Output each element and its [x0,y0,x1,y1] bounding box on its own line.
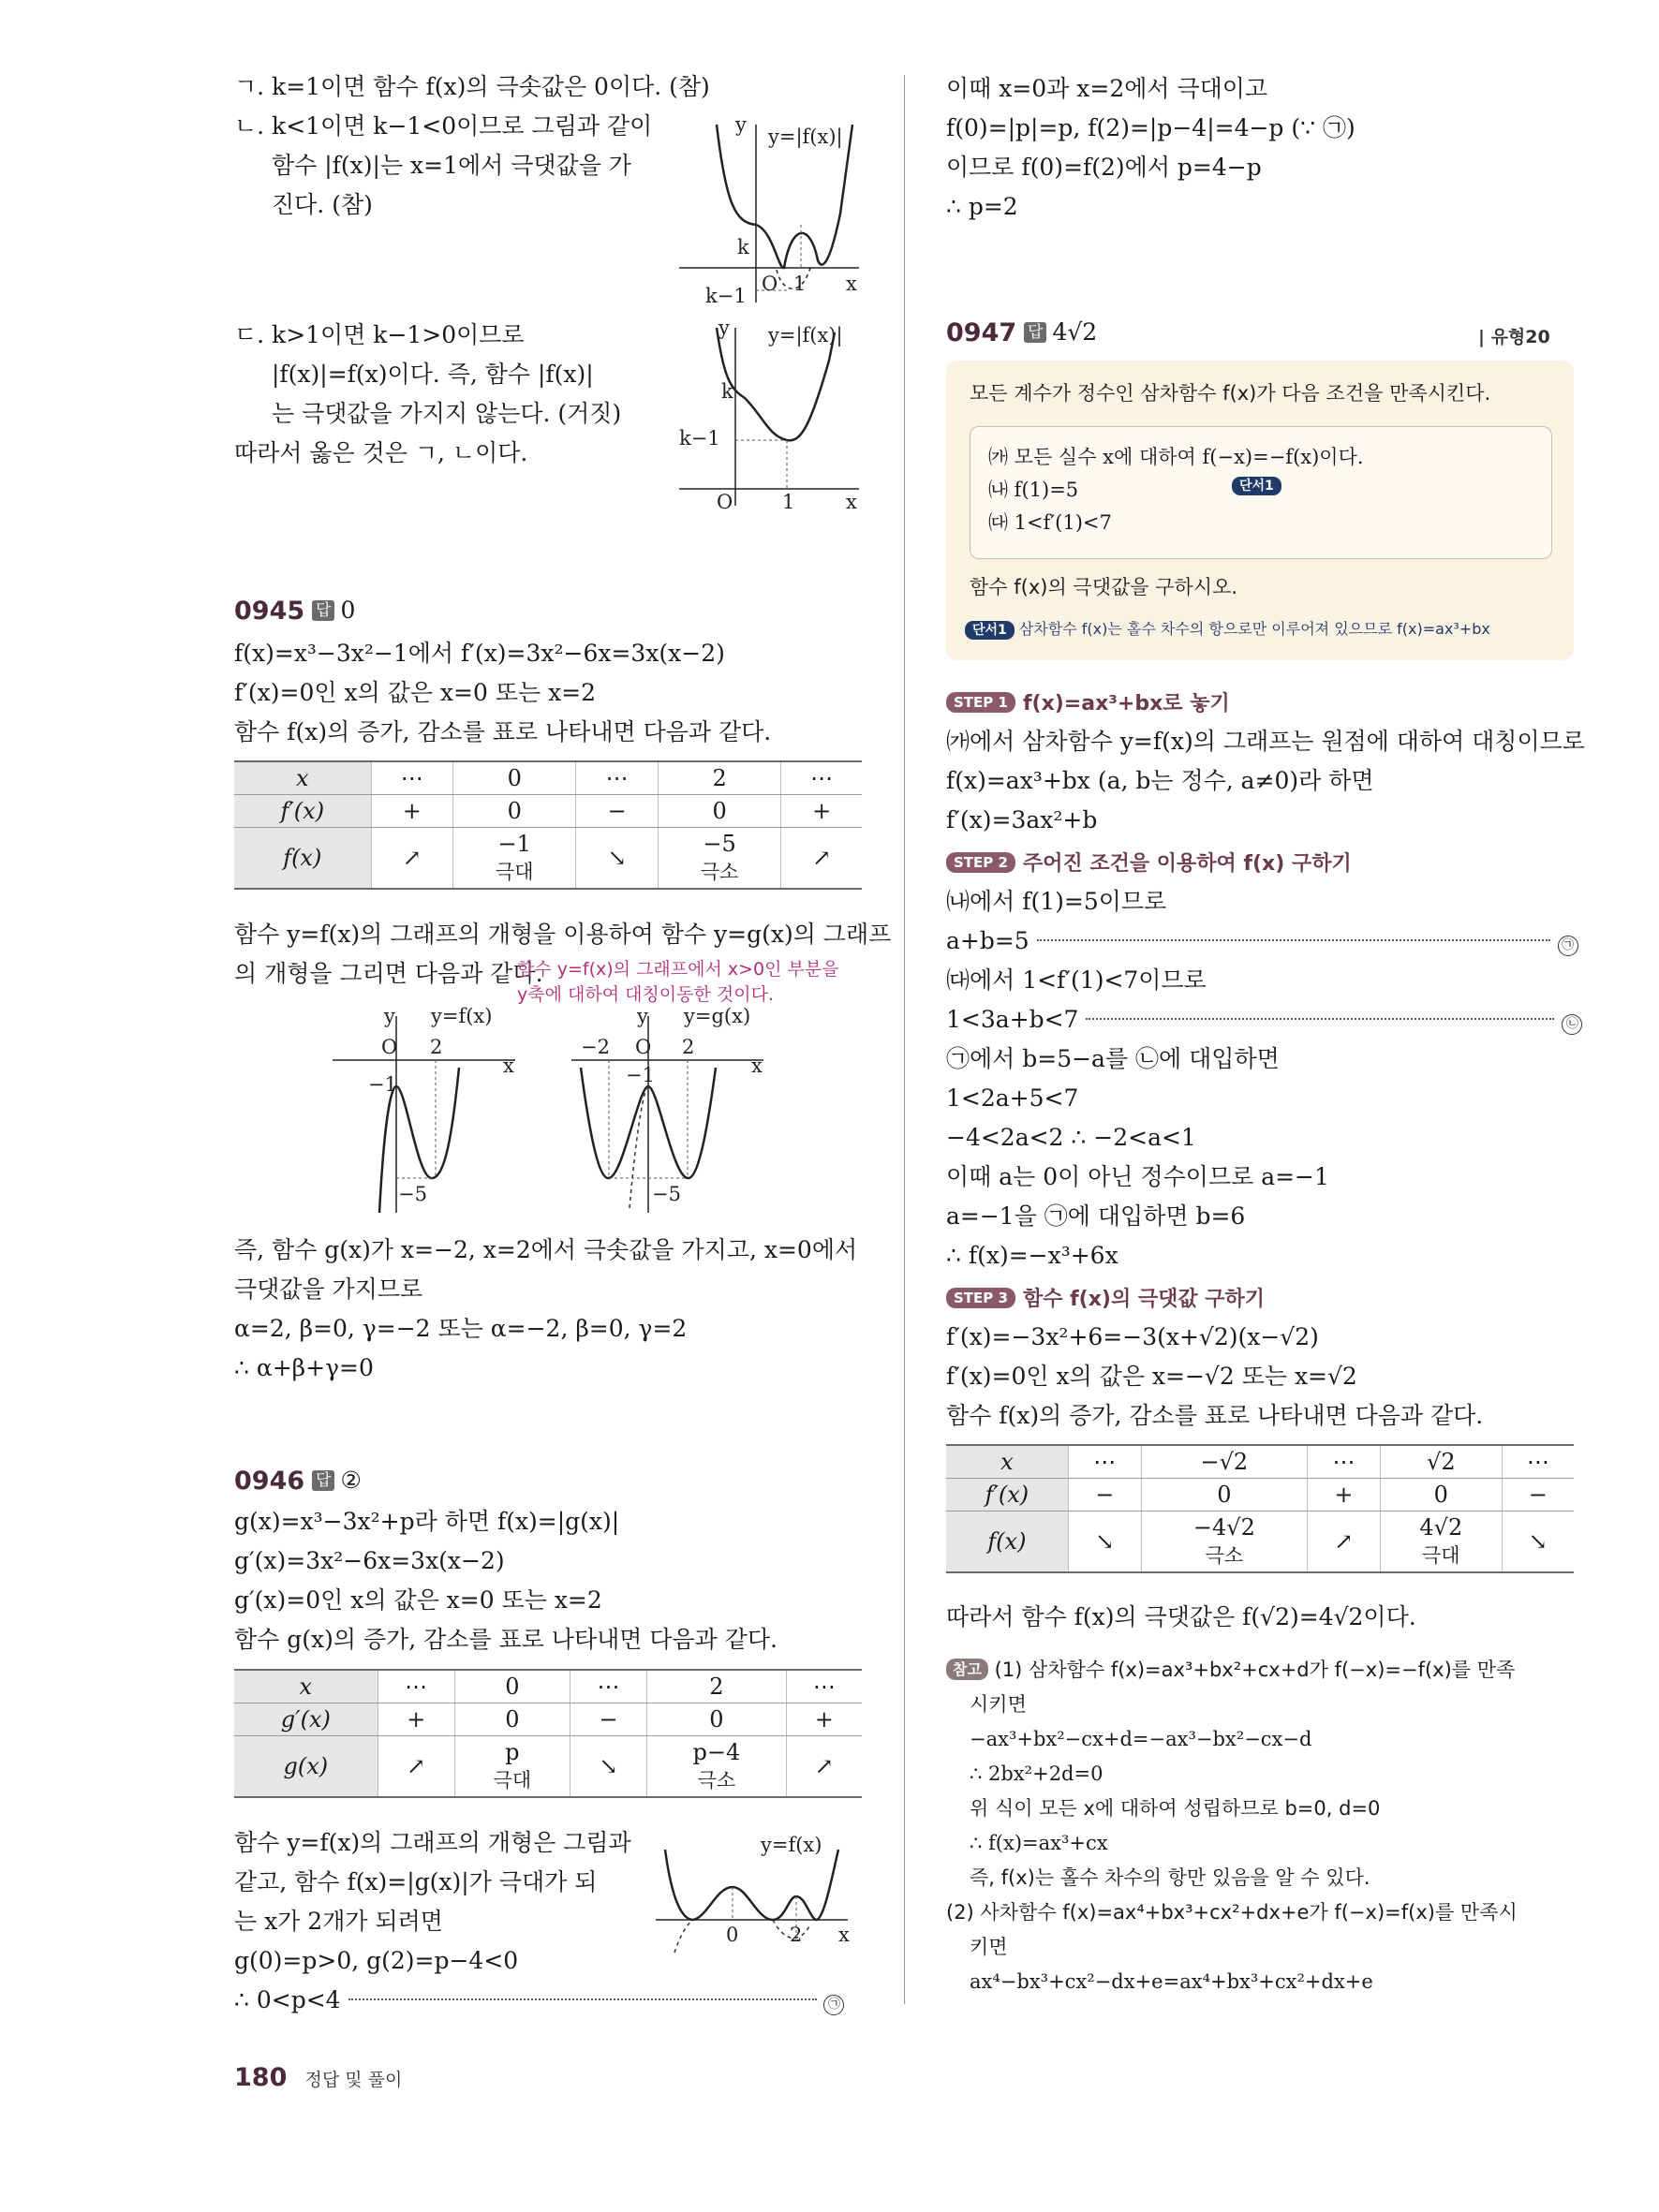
tick-2: 2 [682,1036,695,1058]
text-line: α=2, β=0, γ=−2 또는 α=−2, β=0, γ=2 [234,1315,688,1342]
table-row [234,1703,862,1736]
table-cell: ⋯ [570,1670,647,1703]
answer-tag: 답 [312,1470,334,1491]
text-line: 함수 |f(x)|는 x=1에서 극댓값을 가 [272,152,631,179]
condition-3: ㈐ 1<f′(1)<7 [988,511,1112,534]
page-footer [234,2063,402,2092]
step-2-title: 주어진 조건을 이용하여 f(x) 구하기 [1022,852,1352,876]
text-line: 극댓값을 가지므로 [234,1276,423,1303]
text-line: 즉, 함수 g(x)가 x=−2, x=2에서 극솟값을 가지고, x=0에서 [234,1236,858,1263]
variation-table-0946 [234,1669,862,1798]
answer-0947 [1024,318,1097,349]
text-line: ∴ p=2 [946,193,1018,220]
problem-number-0946: 0946 [234,1467,305,1496]
box-intro: 모든 계수가 정수인 삼차함수 f(x)가 다음 조건을 만족시킨다. [970,382,1491,405]
text-line: f′(x)=3ax²+b [946,806,1098,833]
annotation-note: 함수 y=f(x)의 그래프에서 x>0인 부분을 [517,959,839,980]
step-2-header [946,848,1352,879]
curve-label: y=g(x) [684,1005,751,1027]
variation-table-0947 [946,1444,1574,1573]
km1-label: k−1 [679,427,720,450]
table-cell: 0 [453,761,576,795]
text-line: 즉, f(x)는 홀수 차수의 항만 있음을 알 수 있다. [970,1866,1370,1889]
table-cell: − [570,1703,647,1736]
text-line: ㄷ. k>1이면 k−1>0이므로 [234,321,525,348]
table-row-header: f(x) [234,828,371,890]
graph-abs-f-k-less-1 [679,113,867,307]
axis-x-label: x [846,273,857,295]
table-cell: + [1307,1479,1380,1512]
table-row [234,828,862,890]
text-line: 시키면 [970,1693,1027,1716]
conclusion: ∴ 0<p<4 [234,1986,341,2013]
table-cell: ⋯ [378,1670,454,1703]
table-cell: + [781,795,862,828]
text-line: f′(x)=0인 x의 값은 x=0 또는 x=2 [234,679,597,706]
table-cell: 2 [647,1670,787,1703]
variation-table-0945 [234,760,862,890]
footer-label: 정답 및 풀이 [304,2070,403,2090]
table-cell: 0 [453,795,576,828]
table-cell: ⋯ [371,761,452,795]
table-cell: ↗ [1307,1512,1380,1573]
tick-m1: −1 [626,1064,655,1086]
answer-0945 [312,597,355,627]
table-cell: ↘ [570,1736,647,1798]
text-line: 함수 y=f(x)의 그래프의 개형을 이용하여 함수 y=g(x)의 그래프 [234,921,892,948]
table-cell: ⋯ [1068,1445,1141,1479]
table-cell: ↗ [378,1736,454,1798]
origin-label: O [717,491,733,513]
graph-g-0945 [571,1005,778,1217]
tick-m1: −1 [368,1073,397,1096]
table-cell: ↗ [371,828,452,890]
table-cell: 0 [454,1670,570,1703]
table-cell: ↘ [1068,1512,1141,1573]
table-cell: ⋯ [781,761,862,795]
condition-1-text: ㈎ 모든 실수 x에 대하여 f(−x)=−f(x)이다. [988,446,1364,468]
text-line: 위 식이 모든 x에 대하여 성립하므로 b=0, d=0 [970,1797,1381,1820]
table-cell: ↘ [576,828,658,890]
equation-marker: ㉠ [823,1995,844,2015]
hint-badge-text: 단서1 [1232,477,1281,495]
text-line: f(x)=x³−3x²−1에서 f′(x)=3x²−6x=3x(x−2) [234,640,725,667]
answer-0946 [312,1467,362,1497]
text-line: a=−1을 ㉠에 대입하면 b=6 [946,1202,1246,1230]
text-line: 같고, 함수 f(x)=|g(x)|가 극대가 되 [234,1868,598,1895]
table-cell: + [371,795,452,828]
text-line: 따라서 함수 f(x)의 극댓값은 f(√2)=4√2이다. [946,1603,1416,1630]
answer-tag: 답 [1024,322,1046,343]
text-line: 는 x가 2개가 되려면 [234,1908,443,1935]
table-cell: 4√2 극대 [1380,1512,1502,1573]
axis-x-label: x [838,1924,850,1946]
table-cell: ⋯ [1307,1445,1380,1479]
table-cell: −√2 [1141,1445,1307,1479]
column-divider [904,75,905,2004]
table-row-header: g(x) [234,1736,378,1798]
annotation-note: y축에 대하여 대칭이동한 것이다. [517,984,775,1005]
curve-label: y=f(x) [431,1005,493,1027]
dot-leader [1037,939,1550,941]
problem-number-0947: 0947 [946,318,1017,347]
text-line: 는 극댓값을 가지지 않는다. (거짓) [272,400,622,427]
text-line: ∴ 2bx²+2d=0 [970,1762,1104,1785]
text-line: ㈎에서 삼차함수 y=f(x)의 그래프는 원점에 대하여 대칭이므로 [946,728,1585,755]
text-line: (2) 사차함수 f(x)=ax⁴+bx³+cx²+dx+e가 f(−x)=f(x)를 만족시 [946,1901,1518,1924]
text-line: 키면 [970,1936,1008,1958]
equation-marker: ㉠ [1558,936,1578,956]
text-line: 따라서 옳은 것은 ㄱ, ㄴ이다. [234,439,528,466]
axis-x-label: x [503,1054,514,1077]
table-row [234,1736,862,1798]
text-line: f′(x)=−3x²+6=−3(x+√2)(x−√2) [946,1323,1319,1350]
table-cell: 0 [647,1703,787,1736]
hint-line-badge: 단서1 [965,621,1015,640]
equation-marker: ㉡ [1562,1014,1582,1035]
step-3-title: 함수 f(x)의 극댓값 구하기 [1022,1288,1266,1311]
type-tag: | 유형20 [1478,327,1550,347]
step-1-title: f(x)=ax³+bx로 놓기 [1022,692,1230,715]
text-line-with-leader [946,927,1578,956]
axis-y-label: y [384,1005,395,1027]
axis-x-label: x [751,1054,763,1077]
graph-f-0946 [656,1831,862,1957]
table-cell: − [576,795,658,828]
table-cell: ↗ [786,1736,862,1798]
hint-line [965,615,1490,644]
text-line: ㄴ. k<1이면 k−1<0이므로 그림과 같이 [234,112,653,140]
k-label: k [737,236,749,258]
reference-1 [946,1656,1515,1686]
equation: 1<3a+b<7 [946,1006,1079,1033]
answer-value: ② [340,1467,362,1494]
table-cell: −5 극소 [658,828,780,890]
text-line: g(0)=p>0, g(2)=p−4<0 [234,1947,519,1974]
text-line: −ax³+bx²−cx+d=−ax³−bx²−cx−d [970,1728,1312,1750]
table-cell: 2 [658,761,780,795]
table-row-header: f′(x) [234,795,371,828]
graph-abs-f-k-greater-1 [679,317,867,513]
tick-2: 2 [790,1924,803,1946]
answer-tag: 답 [312,600,334,621]
origin-label: 0 [726,1924,739,1946]
text-line: ax⁴−bx³+cx²−dx+e=ax⁴+bx³+cx²+dx+e [970,1970,1373,1993]
tick-1: 1 [782,491,795,513]
text-line: 이때 a는 0이 아닌 정수이므로 a=−1 [946,1163,1329,1190]
text-line: g′(x)=3x²−6x=3x(x−2) [234,1547,505,1574]
text-line: g(x)=x³−3x²+p라 하면 f(x)=|g(x)| [234,1508,620,1535]
tick-m5: −5 [652,1183,681,1205]
text-line: ㉠에서 b=5−a를 ㉡에 대입하면 [946,1045,1280,1072]
table-cell: − [1068,1479,1141,1512]
text-line: f(0)=|p|=p, f(2)=|p−4|=4−p (∵ ㉠) [946,114,1355,141]
table-row-header: x [946,1445,1068,1479]
reference-badge: 참고 [946,1659,988,1680]
text-line: ㈐에서 1<f′(1)<7이므로 [946,966,1207,994]
hint-line-text: 삼차함수 f(x)는 홀수 차수의 항으로만 이루어져 있으므로 f(x)=ax³+bx [1018,620,1490,638]
table-row [234,795,862,828]
tick-2: 2 [430,1036,443,1058]
table-cell: 0 [658,795,780,828]
reference-text: (1) 삼차함수 f(x)=ax³+bx²+cx+d가 f(−x)=−f(x)를 만족 [994,1659,1516,1681]
text-line: −4<2a<2 ∴ −2<a<1 [946,1124,1196,1151]
table-cell: 0 [1141,1479,1307,1512]
axis-y-label: y [637,1005,648,1027]
text-line: ㄱ. k=1이면 함수 f(x)의 극솟값은 0이다. (참) [234,73,710,100]
condition-1 [988,443,1364,471]
text-line: |f(x)|=f(x)이다. 즉, 함수 |f(x)| [272,361,594,388]
curve-label: y=|f(x)| [768,324,843,347]
text-line: 함수 y=f(x)의 그래프의 개형은 그림과 [234,1829,631,1856]
table-cell: ↘ [1502,1512,1574,1573]
text-line: f(x)=ax³+bx (a, b는 정수, a≠0)라 하면 [946,767,1374,794]
table-cell: + [378,1703,454,1736]
problem-number-0945: 0945 [234,597,305,626]
table-cell: p−4 극소 [647,1736,787,1798]
axis-y-label: y [718,317,730,339]
type-tag-text: 유형20 [1490,327,1550,347]
answer-value: 0 [340,597,356,624]
hint-badge [1232,476,1281,494]
table-cell: ⋯ [1502,1445,1574,1479]
tick-m2: −2 [581,1036,610,1058]
table-row [946,1512,1574,1573]
table-row [946,1445,1574,1479]
table-cell: ⋯ [576,761,658,795]
text-line: 이때 x=0과 x=2에서 극대이고 [946,75,1268,102]
text-line: 함수 g(x)의 증가, 감소를 표로 나타내면 다음과 같다. [234,1626,778,1653]
text-line: 함수 f(x)의 증가, 감소를 표로 나타내면 다음과 같다. [946,1402,1484,1429]
table-row-header: x [234,761,371,795]
dot-leader [348,1998,817,2000]
table-cell: √2 [1380,1445,1502,1479]
origin-label: O [381,1036,398,1058]
text-line: ∴ f(x)=ax³+cx [970,1832,1108,1854]
table-cell: −1 극대 [453,828,576,890]
table-row-header: g′(x) [234,1703,378,1736]
table-row-header: x [234,1670,378,1703]
step-1-header [946,688,1230,719]
step-3-badge: STEP 3 [946,1288,1015,1308]
table-cell: ⋯ [786,1670,862,1703]
origin-label: O [762,273,778,295]
tick-m5: −5 [398,1183,427,1205]
table-cell: 0 [454,1703,570,1736]
dot-leader [1086,1018,1554,1020]
table-cell: 0 [1380,1479,1502,1512]
text-line: 함수 f(x)의 증가, 감소를 표로 나타내면 다음과 같다. [234,718,772,745]
answer-value: 4√2 [1052,318,1098,346]
axis-x-label: x [846,491,857,513]
text-line: 의 개형을 그리면 다음과 같다. [234,960,543,987]
k-label: k [721,380,733,403]
table-row [234,761,862,795]
curve-label: y=f(x) [761,1834,822,1856]
curve-label: y=|f(x)| [768,125,843,148]
table-cell: p 극대 [454,1736,570,1798]
table-row [234,1670,862,1703]
table-row-header: f(x) [946,1512,1068,1573]
step-3-header [946,1284,1265,1315]
graph-f-0945 [333,1005,520,1217]
text-line: 이므로 f(0)=f(2)에서 p=4−p [946,154,1262,181]
table-cell: + [786,1703,862,1736]
table-row-header: f′(x) [946,1479,1068,1512]
table-cell: − [1502,1479,1574,1512]
page-number: 180 [234,2063,288,2092]
table-cell: −4√2 극소 [1141,1512,1307,1573]
table-row [946,1479,1574,1512]
text-line-with-leader [234,1986,844,2015]
origin-label: O [635,1036,652,1058]
text-line: g′(x)=0인 x의 값은 x=0 또는 x=2 [234,1586,602,1614]
step-1-badge: STEP 1 [946,692,1015,713]
tick-1: 1 [793,273,807,295]
text-line: f′(x)=0인 x의 값은 x=−√2 또는 x=√2 [946,1363,1357,1390]
text-line: 진다. (참) [272,191,373,218]
table-cell: ↗ [781,828,862,890]
step-2-badge: STEP 2 [946,852,1015,873]
condition-2: ㈏ f(1)=5 [988,479,1079,501]
text-line: ∴ f(x)=−x³+6x [946,1242,1118,1269]
km1-label: k−1 [705,285,747,307]
axis-y-label: y [735,113,747,136]
text-line: ㈏에서 f(1)=5이므로 [946,888,1167,915]
equation: a+b=5 [946,927,1029,954]
text-line: ∴ α+β+γ=0 [234,1354,374,1381]
box-question: 함수 f(x)의 극댓값을 구하시오. [970,576,1238,598]
text-line: 1<2a+5<7 [946,1084,1079,1112]
text-line-with-leader [946,1006,1582,1035]
